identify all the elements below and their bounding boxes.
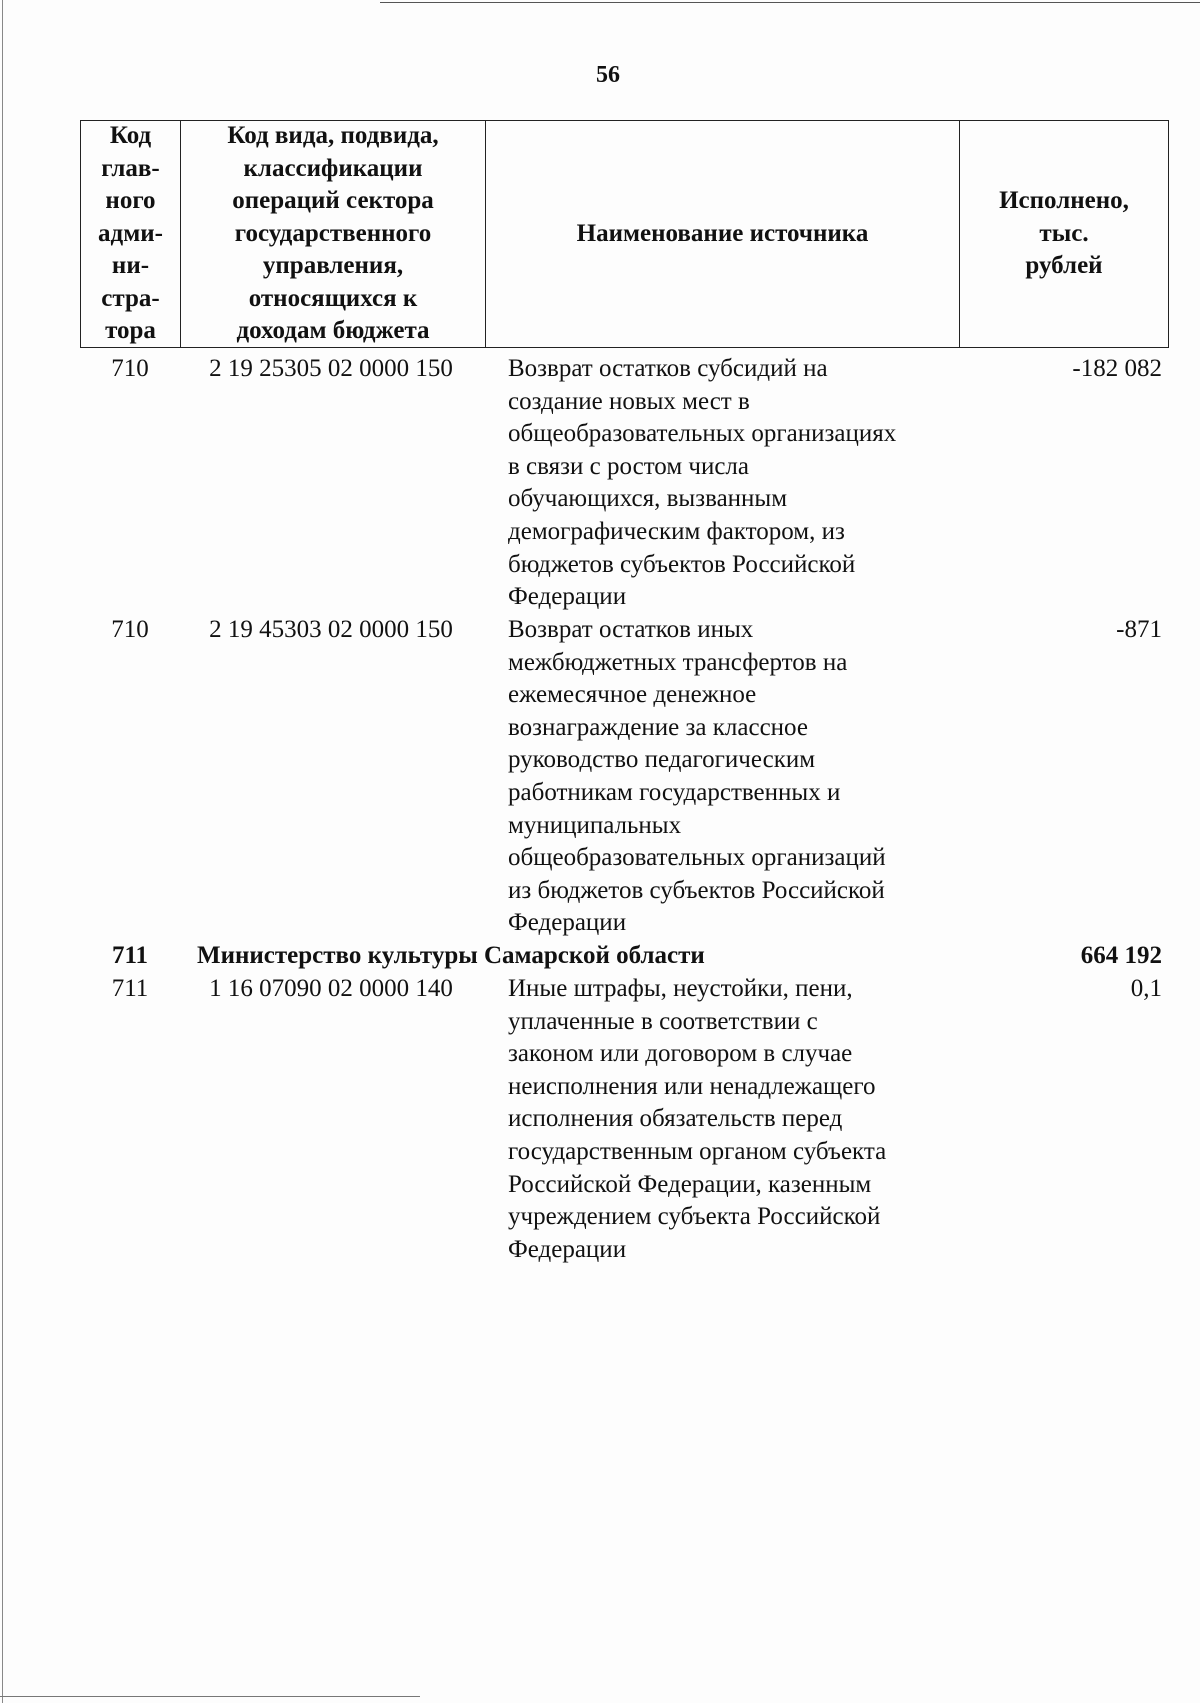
row-source-name: Возврат остатков иных межбюджетных трансфертов на ежемесячное денежное вознаграждение за классное руководство педагогическим работникам государственных и муниципальных общеобразовательных организаций из бюджетов субъектов Российской Федерации [508, 616, 886, 937]
header-classification-code: Код вида, подвида, классификации операций сектора государственного управления, относящихся к доходам бюджета [181, 121, 486, 347]
row-source-name: Возврат остатков субсидий на создание новых мест в общеобразовательных организациях в связи с ростом числа обучающихся, вызванным демографическим фактором, из бюджетов субъектов Российской Федерации [508, 355, 897, 611]
row-source-name: Иные штрафы, неустойки, пени, уплаченные в соответствии с законом или договором в случае неисполнения или ненадлежащего исполнения обязательств перед государственным органом субъекта Российской Федерации, казенным учреждением субъекта Российской Федерации [508, 975, 887, 1263]
row-amount: -182 082 [1072, 355, 1162, 382]
header-executed-amount: Исполнено, тыс. рублей [999, 187, 1129, 280]
row-classification-code: 1 16 07090 02 0000 140 [209, 975, 453, 1002]
scan-edge-bottom [0, 1696, 420, 1697]
table-header [80, 120, 1169, 348]
row-admin-code: 710 [111, 616, 149, 643]
row-admin-code: 710 [111, 355, 149, 382]
scan-edge-top [380, 2, 1200, 3]
row-classification-code: 2 19 25305 02 0000 150 [209, 355, 453, 382]
row-classification-code: 2 19 45303 02 0000 150 [209, 616, 453, 643]
sources-table [80, 120, 1169, 1263]
group-name: Министерство культуры Самарской области [197, 942, 705, 969]
row-amount: -871 [1116, 616, 1162, 643]
scan-edge-left [2, 0, 3, 1703]
group-amount: 664 192 [1080, 942, 1162, 969]
group-admin-code: 711 [111, 942, 149, 969]
row-admin-code: 711 [111, 975, 149, 1002]
header-admin-code: Код глав- ного адми- ни- стра- тора [81, 121, 181, 347]
header-source-name: Наименование источника [486, 121, 960, 347]
page-number: 56 [596, 62, 620, 88]
row-amount: 0,1 [1130, 975, 1162, 1002]
